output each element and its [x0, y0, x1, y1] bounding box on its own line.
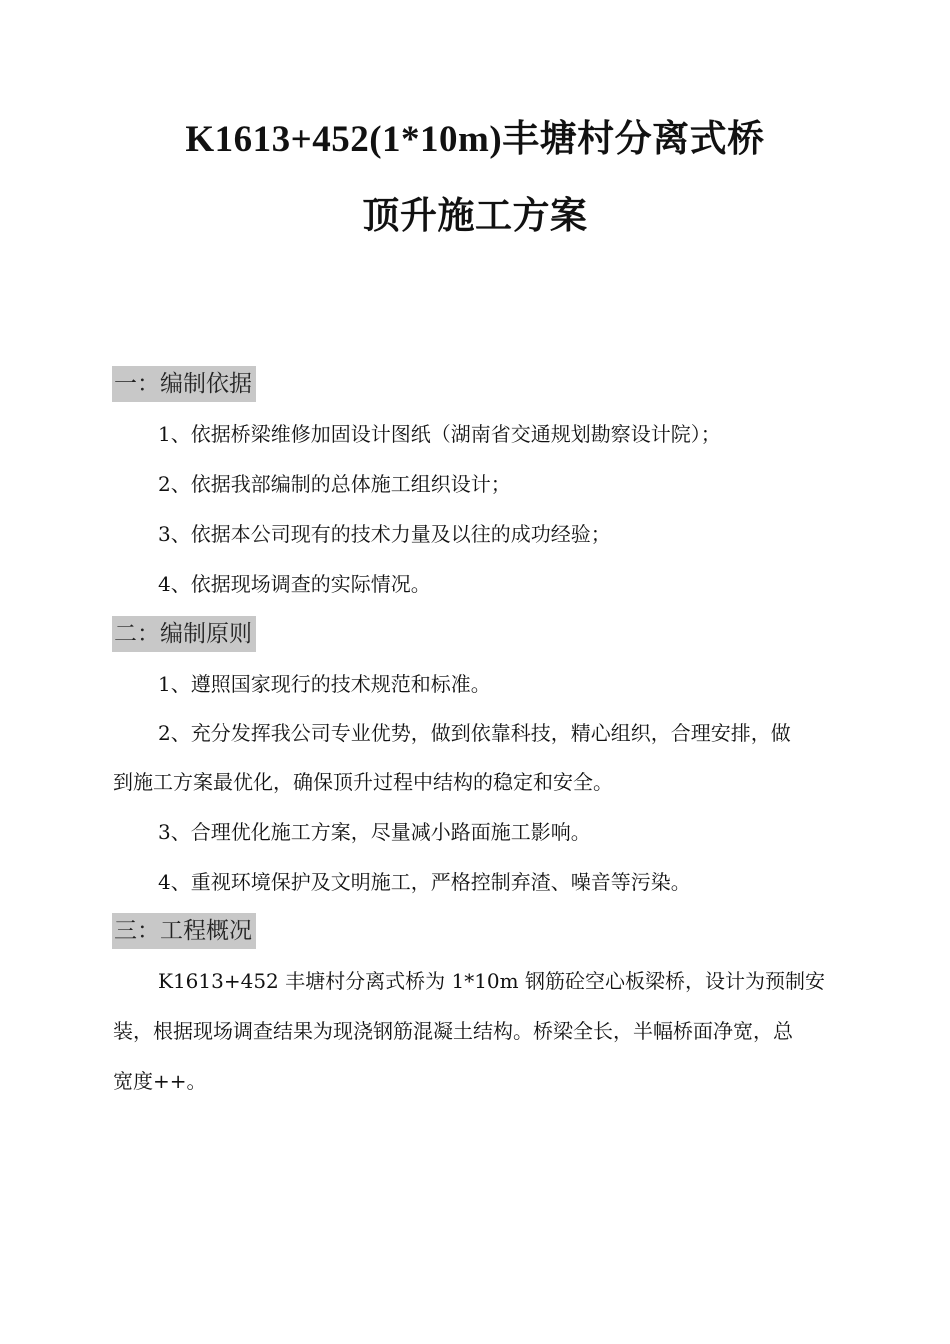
- overview-line-3: 宽度++。: [113, 1069, 207, 1093]
- principle-item-2: 2、充分发挥我公司专业优势，做到依靠科技，精心组织，合理安排，做: [158, 721, 791, 745]
- document-title-line1: K1613+452(1*10m)丰塘村分离式桥: [185, 119, 765, 160]
- overview-line-1: K1613+452 丰塘村分离式桥为 1*10m 钢筋砼空心板梁桥，设计为预制安: [158, 969, 825, 993]
- section-heading-basis: 一：编制依据: [112, 366, 256, 402]
- principle-item-2-cont: 到施工方案最优化，确保顶升过程中结构的稳定和安全。: [113, 770, 613, 794]
- document-title-line2: 顶升施工方案: [362, 196, 588, 237]
- basis-item-1: 1、依据桥梁维修加固设计图纸（湖南省交通规划勘察设计院）；: [158, 422, 721, 446]
- overview-line-2: 装，根据现场调查结果为现浇钢筋混凝土结构。桥梁全长，半幅桥面净宽，总: [113, 1019, 793, 1043]
- section-heading-overview: 三：工程概况: [112, 913, 256, 949]
- section-heading-principles: 二：编制原则: [112, 616, 256, 652]
- basis-item-4: 4、依据现场调查的实际情况。: [158, 572, 431, 596]
- principle-item-3: 3、合理优化施工方案，尽量减小路面施工影响。: [158, 820, 591, 844]
- basis-item-2: 2、依据我部编制的总体施工组织设计；: [158, 472, 511, 496]
- principle-item-1: 1、遵照国家现行的技术规范和标准。: [158, 672, 491, 696]
- basis-item-3: 3、依据本公司现有的技术力量及以往的成功经验；: [158, 522, 611, 546]
- principle-item-4: 4、重视环境保护及文明施工，严格控制弃渣、噪音等污染。: [158, 870, 691, 894]
